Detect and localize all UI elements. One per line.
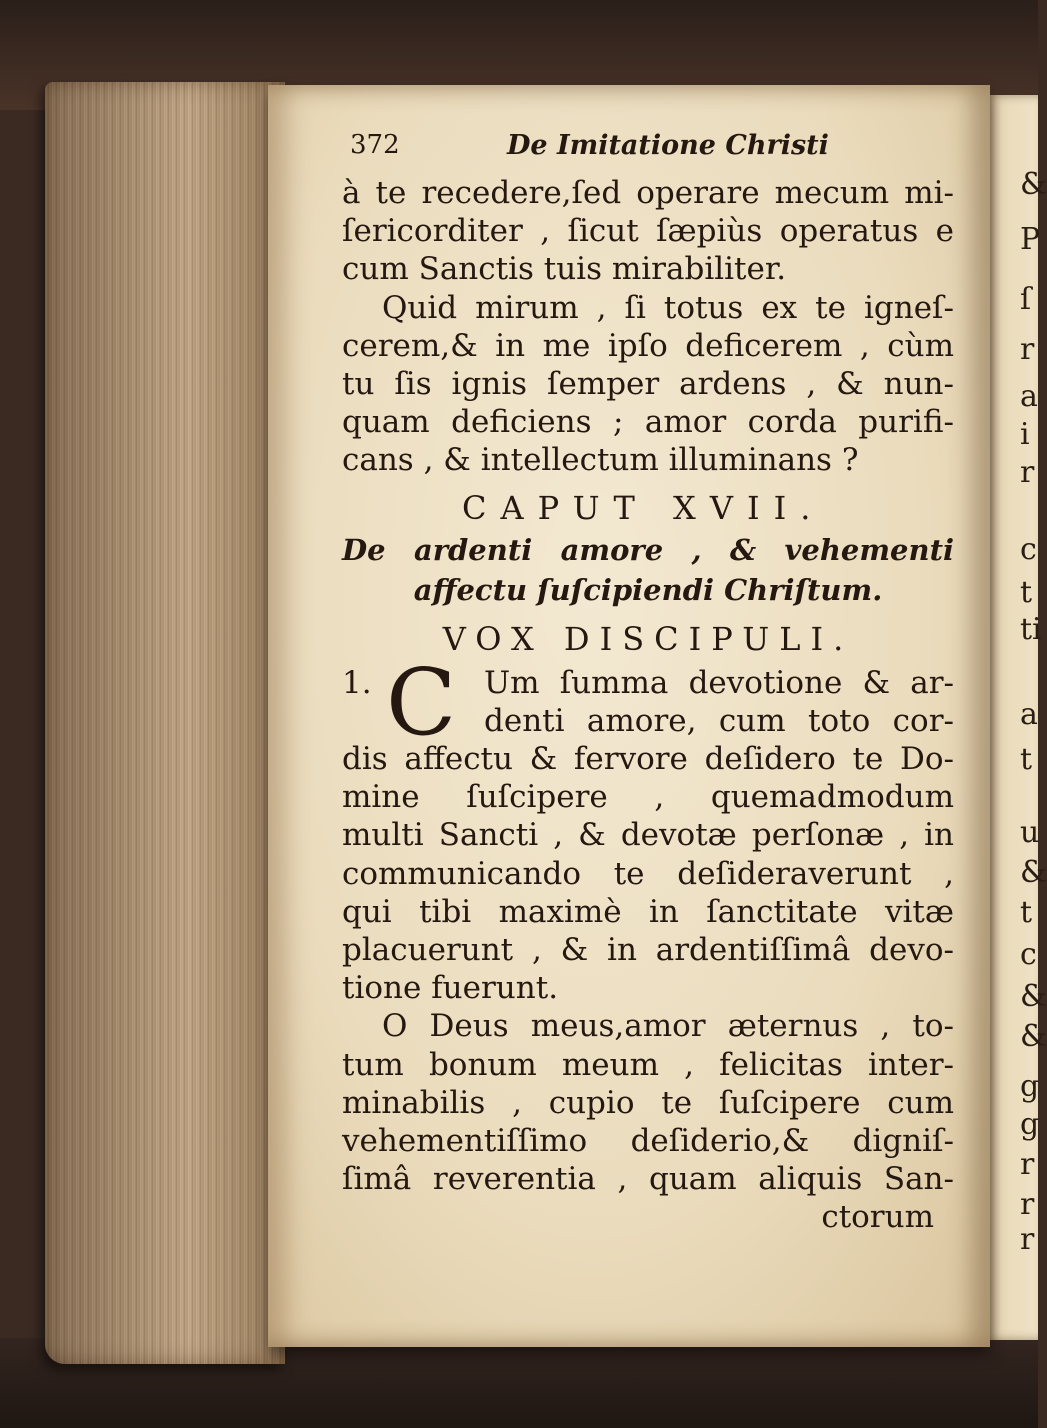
facing-page-letter: r <box>1020 332 1035 367</box>
facing-page-letter: & <box>1020 1019 1047 1054</box>
paragraph-number: 1. <box>342 664 372 701</box>
drop-capital: C <box>386 648 457 756</box>
page-content <box>342 128 954 1236</box>
facing-page-letter: r <box>1020 1222 1035 1257</box>
facing-page-letter: & <box>1020 855 1047 890</box>
text-line: Um ſumma devotione & ar- <box>484 664 954 701</box>
facing-page-letter: r <box>1020 1147 1035 1182</box>
text-line: tu ſis ignis ſemper ardens , & nun- <box>342 366 954 403</box>
facing-page-letter: a <box>1020 379 1038 414</box>
facing-page-letter: t <box>1020 895 1033 930</box>
text-line: tione fuerunt. <box>342 970 559 1007</box>
chapter-subtitle-line2: affectu ſuſcipiendi Chriſtum. <box>413 572 883 607</box>
text-line: multi Sancti , & devotæ perſonæ , in <box>342 817 954 854</box>
text-line: denti amore, cum toto cor- <box>484 702 954 739</box>
facing-page-letter: P <box>1020 222 1041 257</box>
text-line: mine ſuſcipere , quemadmodum <box>342 779 954 816</box>
book-page-edges <box>45 82 285 1364</box>
voice-heading: VOX DISCIPULI. <box>442 619 854 658</box>
facing-page-letter: ti <box>1020 612 1042 647</box>
facing-page-letter: g <box>1020 1107 1040 1142</box>
chapter-heading: CAPUT XVII. <box>462 488 825 527</box>
facing-page-letter: a <box>1020 697 1038 732</box>
text-line: à te recedere,ſed operare mecum mi- <box>342 175 954 211</box>
page-number: 372 <box>350 130 400 160</box>
running-header <box>342 128 954 174</box>
text-line: Quid mirum , ſi totus ex te igneſ- <box>382 289 954 326</box>
text-line: dis affectu & fervore deſidero te Do- <box>342 741 954 778</box>
running-title: De Imitatione Christi <box>507 130 829 161</box>
facing-page-letter: c <box>1020 937 1037 972</box>
text-line: O Deus meus,amor æternus , to- <box>382 1008 954 1045</box>
text-line: placuerunt , & in ardentiſſimâ devo- <box>342 932 954 969</box>
catchword: ctorum <box>821 1199 934 1236</box>
facing-page-letter: i <box>1020 417 1030 452</box>
text-line: communicando te deſideraverunt , <box>342 855 954 892</box>
text-line: minabilis , cupio te ſuſcipere cum <box>342 1084 954 1121</box>
facing-page-letter: & <box>1020 167 1047 202</box>
facing-page-letter: t <box>1020 575 1033 610</box>
facing-page-letter: r <box>1020 455 1035 490</box>
text-line: ſimâ reverentia , quam aliquis San- <box>342 1161 954 1198</box>
facing-page-letter: r <box>1020 1187 1035 1222</box>
text-line: cerem,& in me ipſo deficerem , cùm <box>342 327 954 364</box>
paragraph-quid <box>342 289 954 480</box>
facing-page-letter: c <box>1020 532 1037 567</box>
text-block-top <box>342 174 954 289</box>
text-line: qui tibi maximè in ſanctitate vitæ <box>342 893 954 930</box>
paragraph-o-deus <box>342 1007 954 1198</box>
chapter-subtitle-line1: De ardenti amore , & vehementi <box>342 532 954 567</box>
text-line: vehementiſſimo deſiderio,& digniſ- <box>342 1123 954 1160</box>
paragraph-1 <box>342 648 954 1008</box>
facing-page-letter: t <box>1020 742 1033 777</box>
facing-page-letter: ſ <box>1020 282 1032 317</box>
text-line: cans , & intellectum illuminans ? <box>342 442 859 479</box>
facing-page-letter: g <box>1020 1069 1040 1104</box>
facing-page-letter: u <box>1020 815 1040 850</box>
text-line: cum Sanctis tuis mirabiliter. <box>342 251 787 288</box>
text-line: ſericorditer , ſicut ſæpiùs operatus e <box>342 213 954 250</box>
text-line: tum bonum meum , felicitas inter- <box>342 1046 954 1083</box>
facing-page-letter: & <box>1020 979 1047 1014</box>
text-line: quam deficiens ; amor corda purifi- <box>342 404 954 441</box>
